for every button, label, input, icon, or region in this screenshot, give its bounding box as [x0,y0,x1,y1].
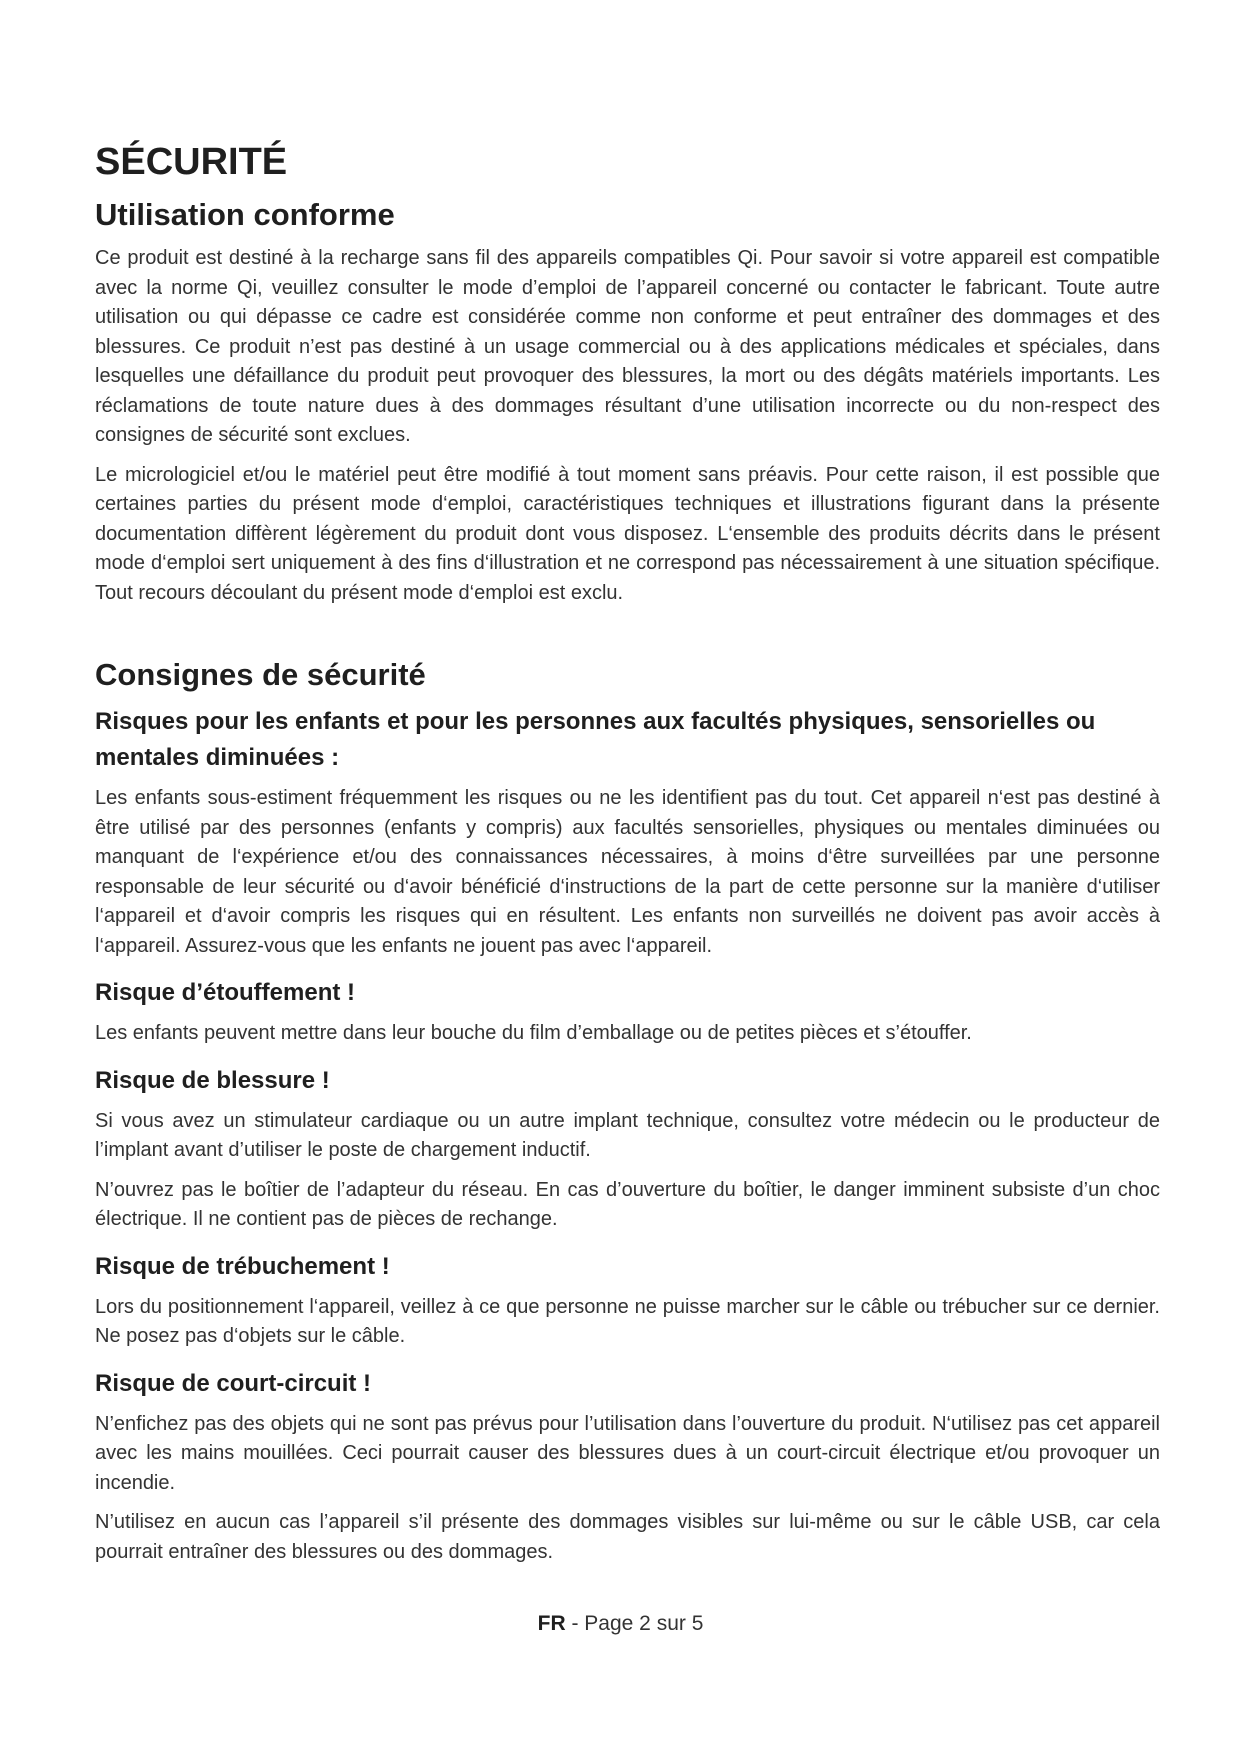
risk-short-circuit [95,1366,1160,1568]
risk-paragraph: N’enfichez pas des objets qui ne sont pas prévus pour l’utilisation dans l’ouverture du produit. N‘utilisez pas cet appareil avec les mains mouillées. Ceci pourrait causer des blessures dues à un court-circuit électrique et/ou provoquer un incendie. [95,1412,1160,1494]
safety-section [95,656,1160,1567]
risk-heading: Risques pour les enfants et pour les personnes aux facultés physiques, sensorielles ou mentales diminuées : [95,708,1096,771]
safety-heading: Consignes de sécurité [95,657,426,692]
language-code: FR [537,1612,566,1635]
usage-paragraph: Ce produit est destiné à la recharge sans fil des appareils compatibles Qi. Pour savoir si votre appareil est compatible avec la norme Qi, veuillez consulter le mode d’emploi de l’appareil concerné ou contacter le fabricant. Toute autre utilisation ou qui dépasse ce cadre est considérée comme non conforme et peut entraîner des dommages et des blessures. Ce produit n’est pas destiné à un usage commercial ou à des applications médicales et spéciales, dans lesquelles une défaillance du produit peut provoquer des blessures, la mort ou des dégâts matériels importants. Les réclamations de toute nature dues à des dommages résultant d’une utilisation incorrecte ou du non-respect des consignes de sécurité sont exclues. [95,247,1160,446]
page-number: - Page 2 sur 5 [571,1612,704,1635]
risk-paragraph: Lors du positionnement l‘appareil, veillez à ce que personne ne puisse marcher sur le câble ou trébucher sur ce dernier. Ne posez pas d‘objets sur le câble. [95,1295,1160,1347]
document-page [95,140,1160,1577]
risk-tripping [95,1249,1160,1352]
usage-section [95,196,1160,608]
risk-heading: Risque de court-circuit ! [95,1369,372,1397]
usage-heading: Utilisation conforme [95,197,395,232]
usage-paragraph: Le micrologiciel et/ou le matériel peut être modifié à tout moment sans préavis. Pour cette raison, il est possible que certaines parties du présent mode d‘emploi, caractéristiques techniques et illustrations figurant dans la présente documentation diffèrent légèrement du produit dont vous disposez. L‘ensemble des produits décrits dans le présent mode d‘emploi sert uniquement à des fins d‘illustration et ne correspond pas nécessairement à une situation spécifique. Tout recours découlant du présent mode d‘emploi est exclu. [95,463,1160,604]
risk-injury [95,1063,1160,1235]
risk-heading: Risque de trébuchement ! [95,1252,390,1280]
risk-paragraph: N’ouvrez pas le boîtier de l’adapteur du réseau. En cas d’ouverture du boîtier, le danger imminent subsiste d’un choc électrique. Il ne contient pas de pièces de rechange. [95,1178,1160,1230]
risk-heading: Risque d’étouffement ! [95,979,356,1006]
page-title: SÉCURITÉ [95,141,288,183]
risk-paragraph: Les enfants sous-estiment fréquemment les risques ou ne les identifient pas du tout. Cet appareil n‘est pas destiné à être utilisé par des personnes (enfants y compris) aux facultés sensorielles, physiques ou mentales diminuées ou manquant de l‘expérience et/ou des connaissances nécessaires, à moins d‘être surveillées par une personne responsable de leur sécurité ou d‘avoir bénéficié d‘instructions de la part de cette personne sur la manière d‘utiliser l‘appareil et d‘avoir compris les risques qui en résultent. Les enfants non surveillés ne doivent pas avoir accès à l‘appareil. Assurez-vous que les enfants ne jouent pas avec l‘appareil. [95,787,1160,957]
page-footer [0,1612,1241,1636]
risk-choking [95,975,1160,1049]
risk-heading: Risque de blessure ! [95,1066,330,1094]
risk-paragraph: Si vous avez un stimulateur cardiaque ou un autre implant technique, consultez votre médecin ou le producteur de l’implant avant d’utiliser le poste de chargement inductif. [95,1109,1160,1161]
risk-paragraph: Les enfants peuvent mettre dans leur bouche du film d’emballage ou de petites pièces et s’étouffer. [95,1022,972,1044]
risk-paragraph: N’utilisez en aucun cas l’appareil s’il présente des dommages visibles sur lui-même ou sur le câble USB, car cela pourrait entraîner des blessures ou des dommages. [95,1511,1160,1563]
risk-children [95,704,1160,961]
